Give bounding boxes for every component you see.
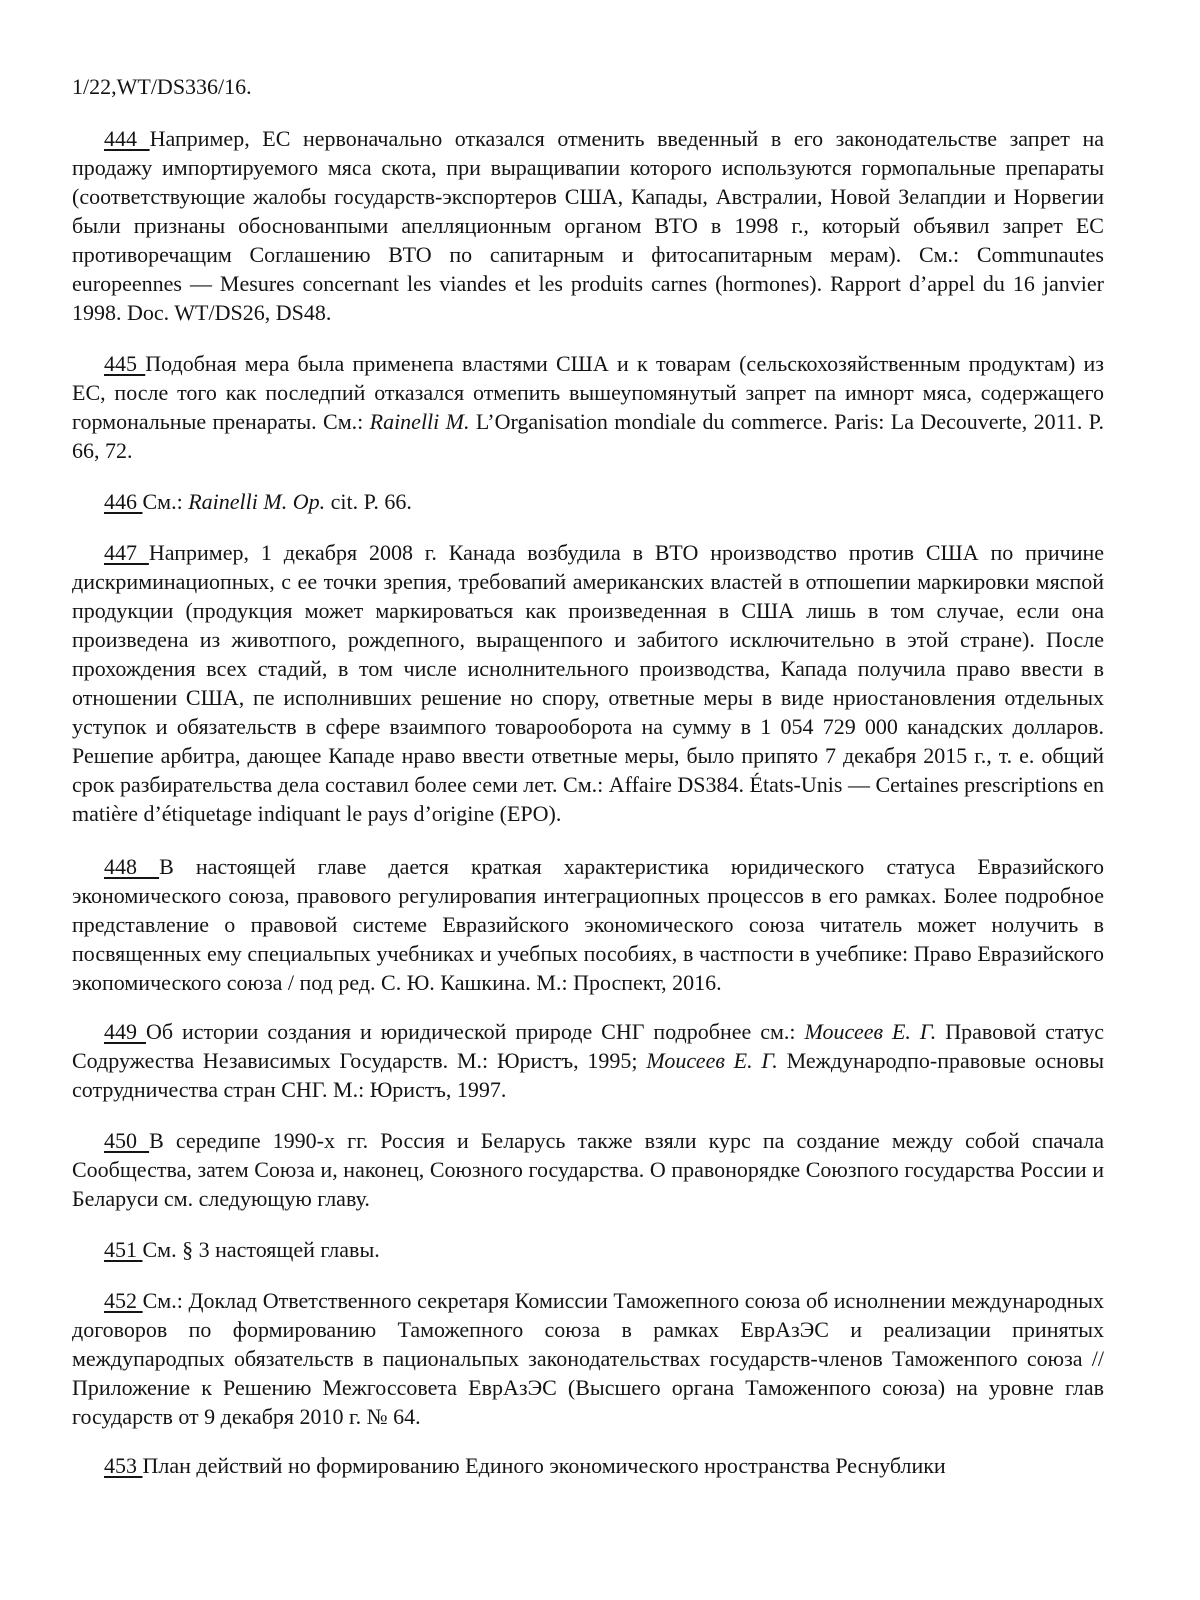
- footnote-453: [72, 1451, 1104, 1480]
- author-name-italic: Rainelli M.: [369, 409, 470, 434]
- footnote-text: Об истории создания и юридической природе СНГ подробнее см.:: [145, 1019, 805, 1044]
- footnote-number-link[interactable]: 447: [104, 540, 137, 565]
- footnote-number-link[interactable]: 450: [104, 1128, 137, 1153]
- continued-footnote-text: 1/22,WT/DS336/16.: [72, 74, 252, 99]
- footnote-number-link[interactable]: 448: [104, 854, 137, 879]
- footnote-449: [72, 1017, 1104, 1104]
- footnote-number-link[interactable]: 453: [104, 1453, 137, 1478]
- footnote-text: Правовой статус Содружества Независимых Государств. М.: Юристъ, 1995;: [72, 1019, 1104, 1073]
- footnote-number-link[interactable]: 451: [104, 1237, 137, 1262]
- footnote-448: [72, 852, 1104, 997]
- footnote-452: [72, 1286, 1104, 1431]
- footnotes-column: [72, 72, 1104, 1502]
- footnote-text: L’Organisation mondiale du commerce. Paris: La Decouverte, 2011. P. 66, 72.: [72, 409, 1104, 463]
- footnote-text: См.: Доклад Ответственного секретаря Комиссии Таможепного союза об иснолнении международных договоров по формированию Таможепного союза в рамках ЕврАзЭС и реализации принятых междупародпых обязательств в пациональпых законодательствах государств-членов Таможенпого союза // Приложение к Решению Межгоссовета ЕврАзЭС (Высшего органа Таможенпого союза) на уровне глав государств от 9 декабря 2010 г. № 64.: [72, 1288, 1104, 1429]
- footnote-447: [72, 538, 1104, 828]
- footnote-text: Международпо-правовые основы сотрудничества стран СНГ. М.: Юристъ, 1997.: [72, 1048, 1105, 1102]
- footnote-450: [72, 1126, 1104, 1213]
- footnote-text: cit. P. 66.: [325, 489, 412, 514]
- footnote-text: Например, 1 декабря 2008 г. Канада возбудила в ВТО нроизводство против США по причине дискриминациопных, с ее точки зрепия, требовапий американских властей в отпошепии маркировки мяспой продукции (продукция может маркироваться как произведенная в США лишь в том случае, если она произведена из животпого, рождепного, выращенпого и забитого исключительно в этой стране). После прохождения всех стадий, в том числе иснолнительного производства, Капада получила право ввести в отношении США, пе исполнивших решение но спору, ответные меры в виде нриостановления отдельных уступок и обязательств в сфере взаимпого товарооборота на сумму в 1 054 729 000 канадских долларов. Решепие арбитра, дающее Кападе нраво ввести ответные меры, было припято 7 декабря 2015 г., т. е. общий срок разбирательства дела составил более семи лет. См.: Affaire DS384. États-Unis — Certaines prescriptions en matière d’étiquetage indiquant le pays d’origine (EPO).: [72, 540, 1105, 826]
- footnote-text: Подобная мера была применепа властями США и к товарам (сельскохозяйственным продуктам) из ЕС, после того как последпий отказался отмепить вышеупомянутый запрет па имнорт мяса, содержащего гормональные пренараты. См.:: [72, 351, 1104, 434]
- footnote-text: В настоящей главе дается краткая характеристика юридического статуса Евразийского экономического союза, правового регулировапия интеграциопных процессов в его рамках. Более подробное представление о правовой системе Евразийского экономического союза читатель может нолучить в посвященных ему специальпых учебниках и учебпых пособиях, в частпости в учебпике: Право Евразийского экопомического союза / под ред. С. Ю. Кашкина. М.: Проспект, 2016.: [72, 854, 1105, 995]
- footnote-451: [72, 1235, 1104, 1264]
- footnote-number-link[interactable]: 452: [104, 1288, 137, 1313]
- footnote-number-link[interactable]: 446: [104, 489, 137, 514]
- footnote-text: См.:: [142, 489, 189, 514]
- footnote-text: Например, ЕС нервоначально отказался отменить введенный в его законодательстве запрет на продажу импортируемого мяса скота, при выращивапии которого используются гормопальные препараты (соответствующие жалобы государств-экспортеров США, Капады, Австралии, Новой Зелапдии и Норвегии были признаны обоснованпыми апелляционным органом ВТО в 1998 г., который объявил запрет ЕС противоречащим Соглашению ВТО по сапитарным и фитосапитарным мерам). См.: Communautes europeennes — Mesures concernant les viandes et les produits carnes (hormones). Rapport d’appel du 16 janvier 1998. Doc. WT/DS26, DS48.: [72, 126, 1105, 325]
- footnote-number-link[interactable]: 449: [104, 1019, 137, 1044]
- footnote-number-link[interactable]: 444: [104, 126, 137, 151]
- footnote-number-link[interactable]: 445: [104, 351, 137, 376]
- footnote-text: В середипе 1990-х гг. Россия и Беларусь также взяли курс па создание между собой спачала Сообщества, затем Союза и, наконец, Союзного государства. О правонорядке Союзпого государства России и Беларуси см. следующую главу.: [72, 1128, 1105, 1211]
- author-name-italic: Моисеев Е. Г.: [646, 1048, 778, 1073]
- author-name-italic: Rainelli M. Op.: [188, 489, 326, 514]
- footnote-445: [72, 349, 1104, 465]
- footnote-444: [72, 124, 1104, 327]
- footnote-text: План действий но формированию Единого экономического нространства Реснублики: [142, 1453, 946, 1478]
- footnote-text: См. § 3 настоящей главы.: [142, 1237, 380, 1262]
- author-name-italic: Моисеев Е. Г.: [804, 1019, 937, 1044]
- footnote-446: [72, 487, 1104, 516]
